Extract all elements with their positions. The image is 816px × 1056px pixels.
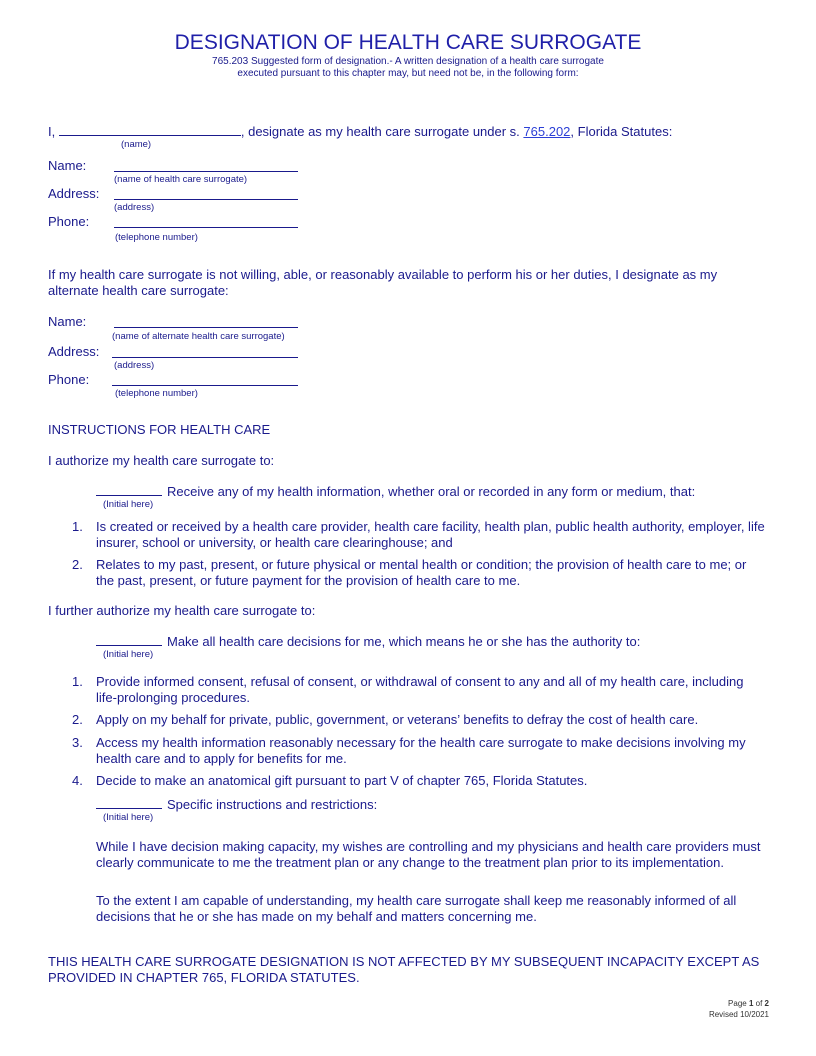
primary-name-hint: (name of health care surrogate): [114, 174, 248, 185]
list-number: 4.: [72, 773, 83, 788]
list-number: 1.: [72, 519, 83, 534]
primary-name-label: Name:: [48, 158, 87, 173]
designator-name-hint: (name): [121, 139, 152, 150]
alternate-phone-label: Phone:: [48, 372, 90, 387]
alternate-intro: If my health care surrogate is not willing, able, or reasonably available to perform his or her duties, I designate as my alternate health care surrogate:: [48, 267, 718, 298]
alternate-address-label: Address:: [48, 344, 100, 359]
initial-field-instructions[interactable]: [96, 808, 162, 809]
list-item: Is created or received by a health care provider, health care facility, health plan, public health authority, employer, life insurer, school or university, or health care clearinghouse; and: [96, 519, 765, 550]
primary-phone-label: Phone:: [48, 214, 90, 229]
alternate-name-hint: (name of alternate health care surrogate): [112, 331, 285, 342]
alternate-address-hint: (address): [114, 360, 155, 371]
authorize-intro: I authorize my health care surrogate to:: [48, 453, 275, 468]
page-title: DESIGNATION OF HEALTH CARE SURROGATE: [174, 31, 642, 54]
list-item: Access my health information reasonably necessary for the health care surrogate to make decisions involving my health care and to apply for benefits for me.: [96, 735, 746, 766]
inform-paragraph: To the extent I am capable of understanding, my health care surrogate shall keep me reasonably informed of all decisions that he or she has made on my behalf and matters concerning me.: [96, 893, 737, 924]
primary-name-field[interactable]: [114, 171, 298, 172]
initial-hint: (Initial here): [103, 499, 154, 510]
designation-middle: , designate as my health care surrogate under s.: [240, 124, 520, 139]
statute-subtitle: 765.203 Suggested form of designation.- A written designation of a health care surrogate: [212, 56, 604, 67]
initial-hint: (Initial here): [103, 812, 154, 823]
section2-text: Make all health care decisions for me, which means he or she has the authority to:: [167, 634, 641, 649]
page-number: Page 1 of 2: [728, 999, 769, 1008]
instructions-heading: INSTRUCTIONS FOR HEALTH CARE: [48, 422, 271, 437]
designator-name-field[interactable]: [59, 123, 241, 136]
designation-line: [48, 123, 672, 140]
statute-765-202-link[interactable]: 765.202: [523, 124, 571, 139]
section1-text: Receive any of my health information, whether oral or recorded in any form or medium, that:: [167, 484, 696, 499]
revision-date: Revised 10/2021: [708, 1010, 769, 1019]
list-number: 1.: [72, 674, 83, 689]
alternate-name-field[interactable]: [114, 327, 298, 328]
statute-subtitle-line2: executed pursuant to this chapter may, but need not be, in the following form:: [237, 68, 579, 79]
alternate-phone-field[interactable]: [112, 385, 298, 386]
initial-field-decisions[interactable]: [96, 645, 162, 646]
designation-suffix: , Florida Statutes:: [570, 124, 673, 139]
closing-statement: THIS HEALTH CARE SURROGATE DESIGNATION IS NOT AFFECTED BY MY SUBSEQUENT INCAPACITY EXCEPT AS PROVIDED IN CHAPTER 765, FLORIDA STATUTES.: [48, 954, 760, 985]
primary-address-field[interactable]: [114, 199, 298, 200]
primary-address-hint: (address): [114, 202, 155, 213]
primary-phone-field[interactable]: [114, 227, 298, 228]
list-number: 2.: [72, 557, 83, 572]
designation-prefix: I,: [48, 124, 56, 139]
primary-address-label: Address:: [48, 186, 100, 201]
alternate-address-field[interactable]: [112, 357, 298, 358]
list-number: 3.: [72, 735, 83, 750]
capacity-paragraph: While I have decision making capacity, my wishes are controlling and my physicians and health care providers must clearly communicate to me the treatment plan or any change to the treatment plan prior to its implementation.: [96, 839, 761, 870]
section3-text: Specific instructions and restrictions:: [167, 797, 378, 812]
primary-phone-hint: (telephone number): [115, 232, 198, 243]
alternate-name-label: Name:: [48, 314, 87, 329]
list-item: Relates to my past, present, or future physical or mental health or condition; the provision of health care to me; or the past, present, or future payment for the provision of health care to me.: [96, 557, 747, 588]
further-intro: I further authorize my health care surrogate to:: [48, 603, 316, 618]
alternate-phone-hint: (telephone number): [115, 388, 198, 399]
initial-hint: (Initial here): [103, 649, 154, 660]
list-number: 2.: [72, 712, 83, 727]
list-item: Decide to make an anatomical gift pursuant to part V of chapter 765, Florida Statutes.: [96, 773, 588, 788]
list-item: Provide informed consent, refusal of consent, or withdrawal of consent to any and all of my health care, including life-prolonging procedures.: [96, 674, 744, 705]
list-item: Apply on my behalf for private, public, government, or veterans’ benefits to defray the cost of health care.: [96, 712, 699, 727]
initial-field-health-info[interactable]: [96, 495, 162, 496]
